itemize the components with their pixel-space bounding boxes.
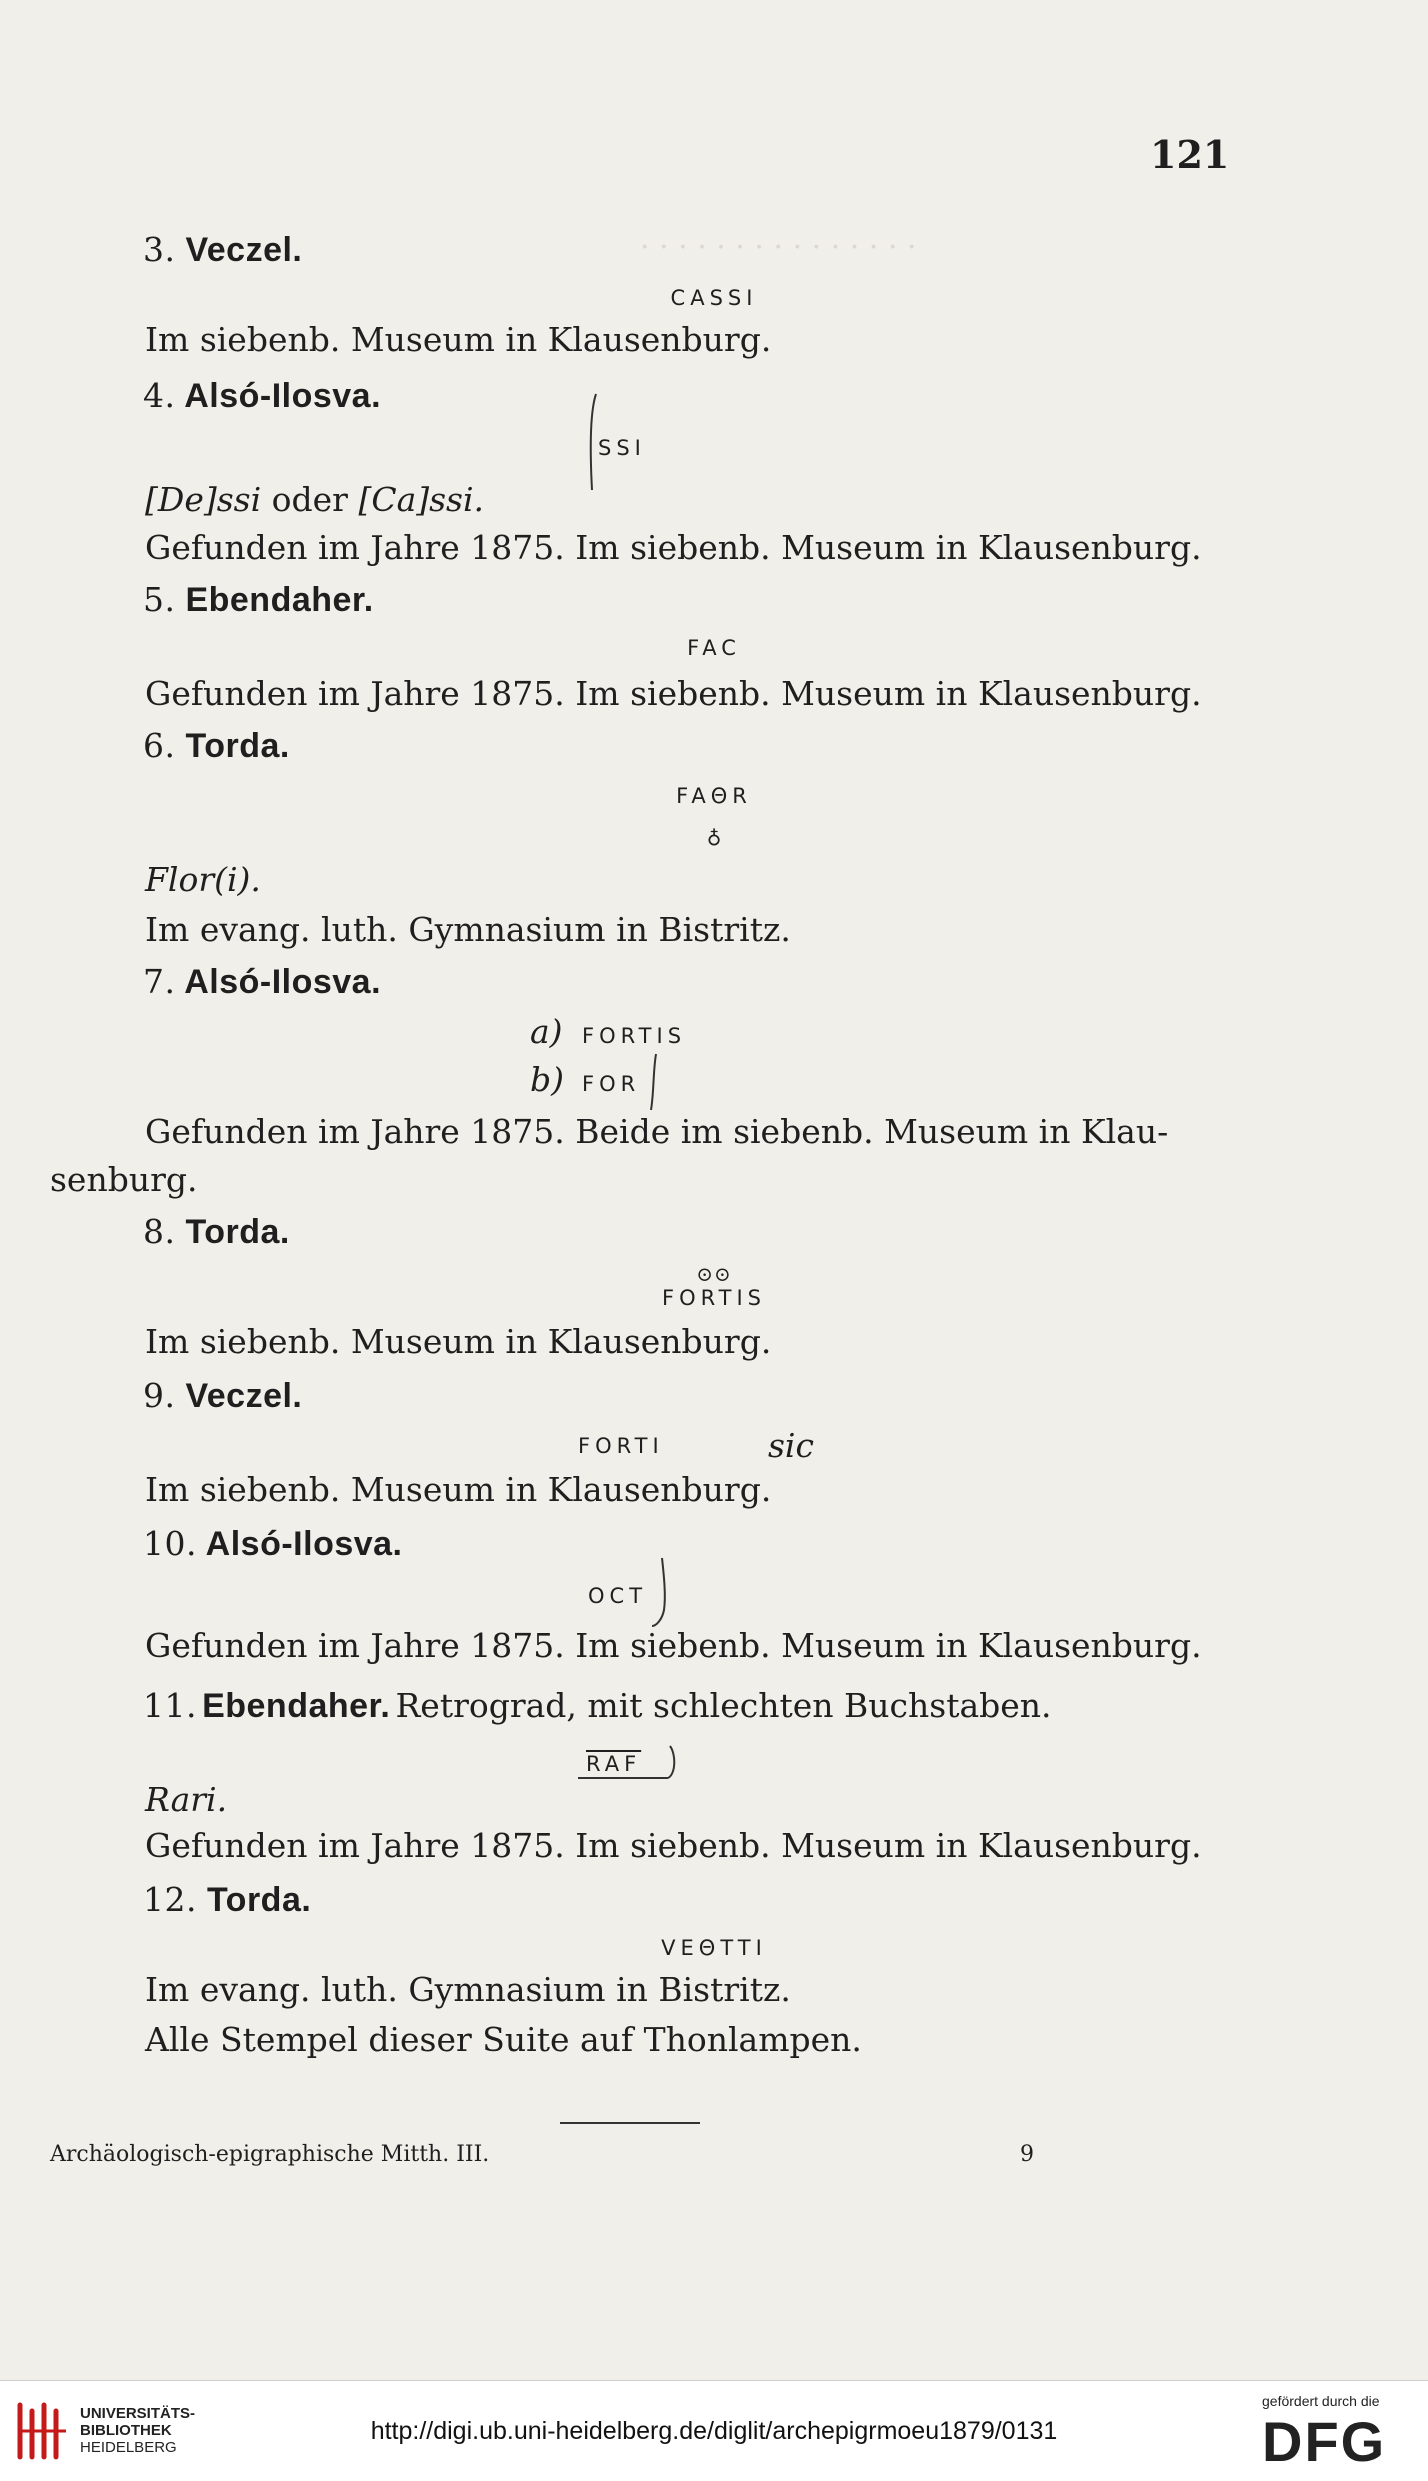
stamp-inscription: FORTIS bbox=[582, 1024, 687, 1048]
reading-connector: oder bbox=[261, 480, 359, 519]
entry-place: Alsó-Ilosva. bbox=[184, 963, 382, 1001]
stamp-inscription: FAΘR bbox=[676, 784, 752, 808]
entry-text: Gefunden im Jahre 1875. Beide im siebenb. Museum in Klau- bbox=[145, 1112, 1169, 1151]
entry-heading bbox=[143, 1686, 1052, 1726]
entry-heading bbox=[143, 1880, 311, 1920]
stamp-bracket bbox=[650, 1556, 670, 1628]
entry-place: Torda. bbox=[206, 1881, 312, 1919]
reading-variant-a: [De]ssi bbox=[145, 480, 262, 519]
entry-place: Ebendaher. bbox=[185, 581, 374, 619]
signature-mark: 9 bbox=[1020, 2142, 1034, 2167]
sponsor-caption: gefördert durch die bbox=[1262, 2393, 1380, 2409]
entry-heading bbox=[143, 726, 290, 766]
entry-place: Torda. bbox=[185, 1213, 290, 1251]
stamp-break bbox=[648, 1052, 660, 1112]
reading-variant-b: [Ca]ssi. bbox=[358, 480, 485, 519]
stamp-inscription: $\overline{RAF}$ bbox=[586, 1752, 642, 1776]
entry-text: Im evang. luth. Gymnasium in Bistritz. bbox=[145, 910, 791, 949]
entry-text: Im siebenb. Museum in Klausenburg. bbox=[145, 1322, 772, 1361]
entry-number: 12. bbox=[143, 1880, 197, 1919]
entry-number: 6. bbox=[143, 726, 176, 765]
entry-text: Im siebenb. Museum in Klausenburg. bbox=[145, 1470, 772, 1509]
entry-heading bbox=[143, 376, 381, 416]
entry-place: Veczel. bbox=[185, 1377, 303, 1415]
sic-annotation: sic bbox=[768, 1426, 814, 1465]
show-through: · · · · · · · · · · · · · · · bbox=[640, 230, 917, 265]
entry-number: 9. bbox=[143, 1376, 176, 1415]
entry-number: 4. bbox=[143, 376, 176, 415]
entry-number: 3. bbox=[143, 230, 176, 269]
stamp-bracket bbox=[586, 392, 598, 492]
entry-number: 8. bbox=[143, 1212, 176, 1251]
permalink-url[interactable]: http://digi.ub.uni-heidelberg.de/diglit/archepigrmoeu1879/0131 bbox=[370, 2417, 1058, 2445]
stamp-inscription: FORTI bbox=[578, 1434, 664, 1458]
stamp-inscription: SSI bbox=[598, 436, 646, 460]
entry-text: Alle Stempel dieser Suite auf Thonlampen. bbox=[145, 2020, 862, 2059]
entry-text: Im evang. luth. Gymnasium in Bistritz. bbox=[145, 1970, 791, 2009]
viewer-footer-bar bbox=[0, 2380, 1428, 2481]
dfg-logo[interactable]: DFG bbox=[1262, 2410, 1387, 2473]
stamp-symbol: ⊙⊙ bbox=[696, 1262, 732, 1286]
entry-heading bbox=[143, 1212, 290, 1252]
stamp-inscription: FORTIS bbox=[661, 1286, 767, 1310]
entry-place: Alsó-Ilosva. bbox=[184, 377, 382, 415]
entry-number: 5. bbox=[143, 580, 176, 619]
entry-text: Gefunden im Jahre 1875. Im siebenb. Museum in Klausenburg. bbox=[145, 674, 1202, 713]
page-number: 121 bbox=[1150, 132, 1230, 177]
entry-text: Gefunden im Jahre 1875. Im siebenb. Museum in Klausenburg. bbox=[145, 528, 1202, 567]
entry-description: Retrograd, mit schlechten Buchstaben. bbox=[395, 1686, 1052, 1725]
entry-heading bbox=[143, 962, 381, 1002]
running-footer: Archäologisch-epigraphische Mitth. III. bbox=[50, 2142, 490, 2167]
reading-line bbox=[145, 480, 484, 519]
entry-heading bbox=[143, 580, 374, 620]
stamp-inscription: CASSI bbox=[670, 286, 758, 310]
entry-text: senburg. bbox=[50, 1160, 198, 1199]
variant-label: b) bbox=[530, 1060, 564, 1099]
entry-number: 10. bbox=[143, 1524, 197, 1563]
logo-line: HEIDELBERG bbox=[80, 2439, 177, 2456]
entry-place: Veczel. bbox=[185, 231, 303, 269]
entry-number: 7. bbox=[143, 962, 176, 1001]
stamp-inscription: FAC bbox=[687, 636, 741, 660]
entry-place: Ebendaher. bbox=[202, 1687, 391, 1725]
stamp-inscription: OCT bbox=[588, 1584, 648, 1608]
entry-number: 11. bbox=[143, 1686, 197, 1725]
entry-text: Gefunden im Jahre 1875. Im siebenb. Museum in Klausenburg. bbox=[145, 1826, 1202, 1865]
stamp-frame bbox=[576, 1744, 686, 1784]
logo-line: BIBLIOTHEK bbox=[80, 2422, 172, 2439]
entry-text: Gefunden im Jahre 1875. Im siebenb. Museum in Klausenburg. bbox=[145, 1626, 1202, 1665]
stamp-inscription: FOR bbox=[582, 1072, 641, 1096]
logo-line: UNIVERSITÄTS- bbox=[80, 2405, 196, 2422]
entry-place: Alsó-Ilosva. bbox=[205, 1525, 403, 1563]
reading-line: Rari. bbox=[145, 1780, 228, 1819]
entry-place: Torda. bbox=[185, 727, 290, 765]
entry-heading bbox=[143, 230, 302, 270]
variant-label: a) bbox=[530, 1012, 563, 1051]
reading-line: Flor(i). bbox=[145, 860, 261, 899]
entry-text: Im siebenb. Museum in Klausenburg. bbox=[145, 320, 772, 359]
stamp-symbol: ♁ bbox=[706, 824, 722, 848]
footnote-rule bbox=[560, 2122, 700, 2124]
entry-heading bbox=[143, 1524, 403, 1564]
entry-heading bbox=[143, 1376, 302, 1416]
stamp-inscription: VEΘTTI bbox=[661, 1936, 767, 1960]
